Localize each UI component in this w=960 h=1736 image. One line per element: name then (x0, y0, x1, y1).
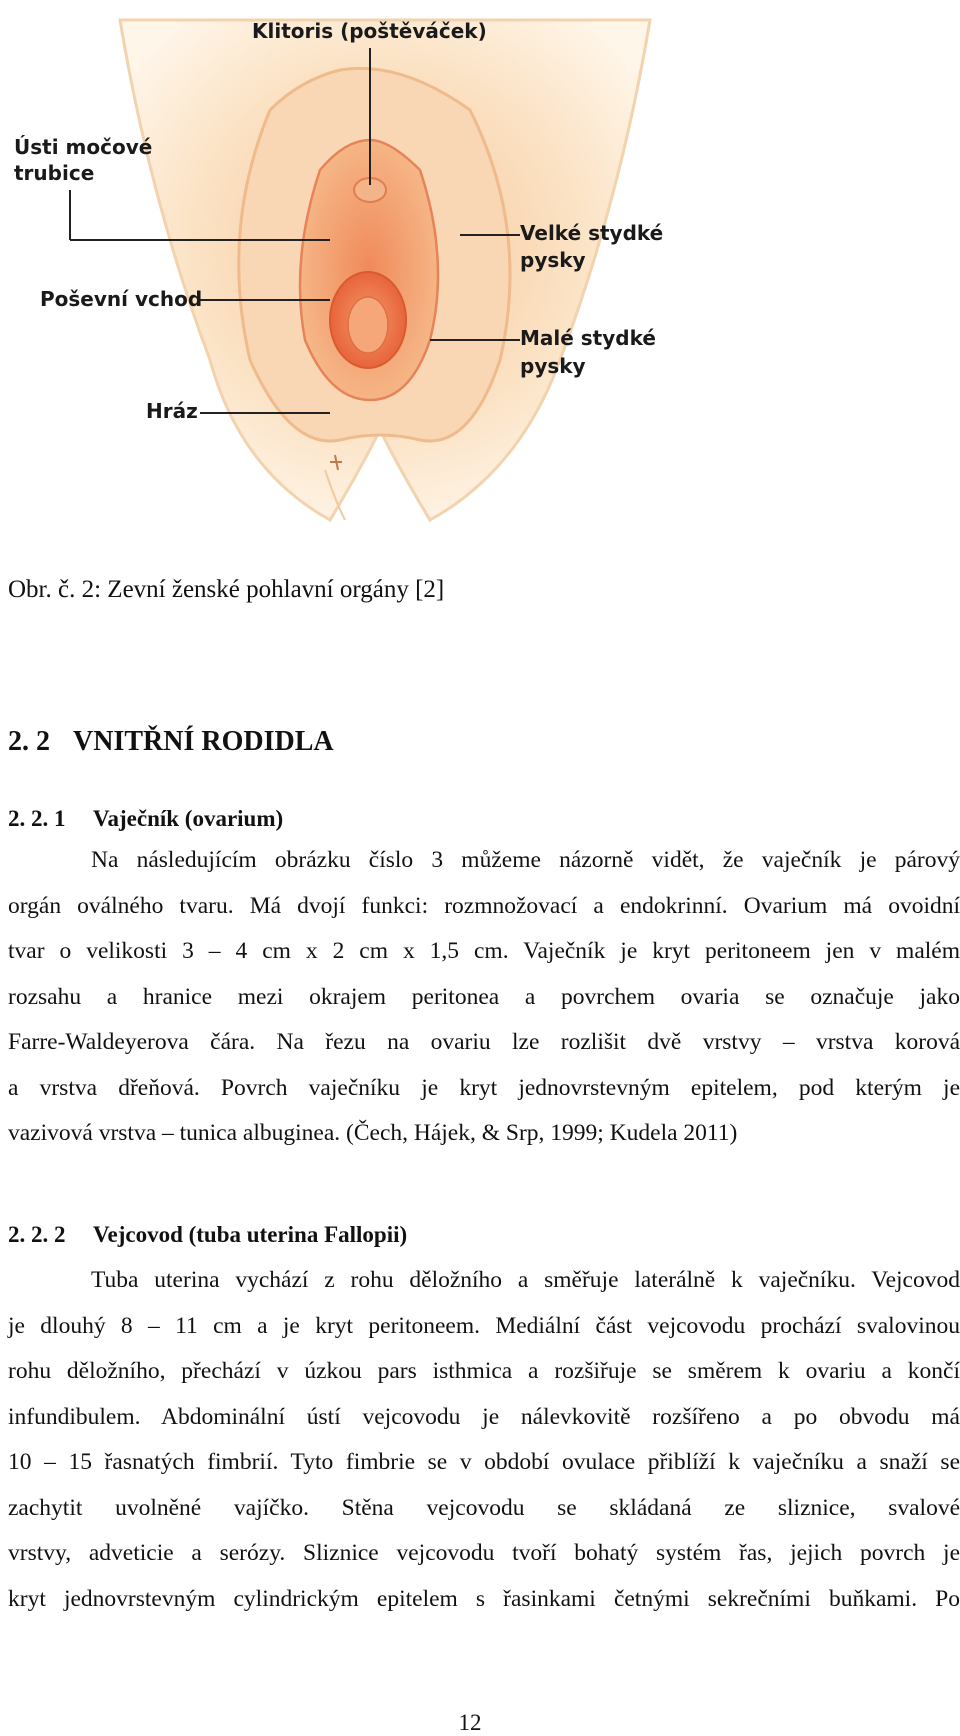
section-heading (8, 726, 334, 758)
paragraph-line: zachytit uvolněné vajíčko. Stěna vejcovodu se skládaná ze sliznice, svalové (8, 1494, 960, 1521)
label-perineum: Hráz (146, 399, 198, 423)
label-clitoris: Klitoris (poštěváček) (252, 19, 487, 43)
paragraph-line: je dlouhý 8 – 11 cm a je kryt peritoneem. Mediální část vejcovodu prochází svalovinou (8, 1312, 960, 1339)
figure-caption: Obr. č. 2: Zevní ženské pohlavní orgány [2] (8, 576, 445, 603)
paragraph-line: kryt jednovrstevným cylindrickým epitelem s řasinkami četnými sekrečními buňkami. Po (8, 1585, 960, 1612)
label-vaginal-opening: Poševní vchod (40, 287, 203, 311)
subsection-number: 2. 2. 2 (8, 1222, 66, 1247)
external-genitalia-illustration (0, 0, 700, 560)
subsection-title: Vejcovod (tuba uterina Fallopii) (93, 1222, 408, 1247)
paragraph-line: a vrstva dřeňová. Povrch vaječníku je kryt jednovrstevným epitelem, pod kterým je (8, 1074, 960, 1101)
page-number: 12 (458, 1710, 482, 1735)
paragraph-line: rohu děložního, přechází v úzkou pars isthmica a rozšiřuje se směrem k ovariu a končí (8, 1358, 960, 1384)
paragraph-line: infundibulem. Abdominální ústí vejcovodu je nálevkovitě rozšířeno a po obvodu má (8, 1403, 960, 1430)
label-labia-minora-2: pysky (520, 354, 586, 378)
label-labia-majora-2: pysky (520, 248, 586, 272)
label-urethra-1: Ústi močové (14, 135, 153, 159)
paragraph-line: Na následujícím obrázku číslo 3 můžeme názorně vidět, že vaječník je párový (91, 847, 960, 873)
paragraph-tuba (8, 1258, 960, 1622)
subsection-title: Vaječník (ovarium) (93, 806, 284, 831)
label-labia-minora-1: Malé stydké (520, 326, 656, 350)
paragraph-line: tvar o velikosti 3 – 4 cm x 2 cm x 1,5 cm. Vaječník je kryt peritoneem jen v malém (8, 938, 960, 964)
paragraph-ovarium (8, 838, 960, 1157)
section-title: VNITŘNÍ RODIDLA (73, 726, 334, 757)
paragraph-line: vrstvy, adveticie a serózy. Sliznice vejcovodu tvoří bohatý systém řas, jejich povrch je (8, 1540, 960, 1566)
paragraph-line: 10 – 15 řasnatých fimbrií. Tyto fimbrie se v období ovulace přiblíží k vaječníku a snaží se (8, 1449, 960, 1475)
paragraph-line: vazivová vrstva – tunica albuginea. (Čech, Hájek, & Srp, 1999; Kudela 2011) (8, 1120, 738, 1146)
paragraph-line: rozsahu a hranice mezi okrajem peritonea a povrchem ovaria se označuje jako (8, 983, 960, 1010)
label-urethra-2: trubice (14, 161, 95, 185)
subsection-heading-ovarium (8, 806, 283, 832)
section-number: 2. 2 (8, 726, 50, 757)
paragraph-line: Tuba uterina vychází z rohu děložního a směřuje laterálně k vaječníku. Vejcovod (91, 1267, 960, 1293)
paragraph-line: Farre-Waldeyerova čára. Na řezu na ovariu lze rozlišit dvě vrstvy – vrstva korová (8, 1029, 960, 1055)
anatomy-figure (0, 0, 700, 560)
paragraph-line: orgán oválného tvaru. Má dvojí funkci: rozmnožovací a endokrinní. Ovarium má ovoidní (8, 892, 960, 919)
label-labia-majora-1: Velké stydké (520, 221, 664, 245)
subsection-number: 2. 2. 1 (8, 806, 66, 831)
subsection-heading-tuba (8, 1222, 407, 1248)
